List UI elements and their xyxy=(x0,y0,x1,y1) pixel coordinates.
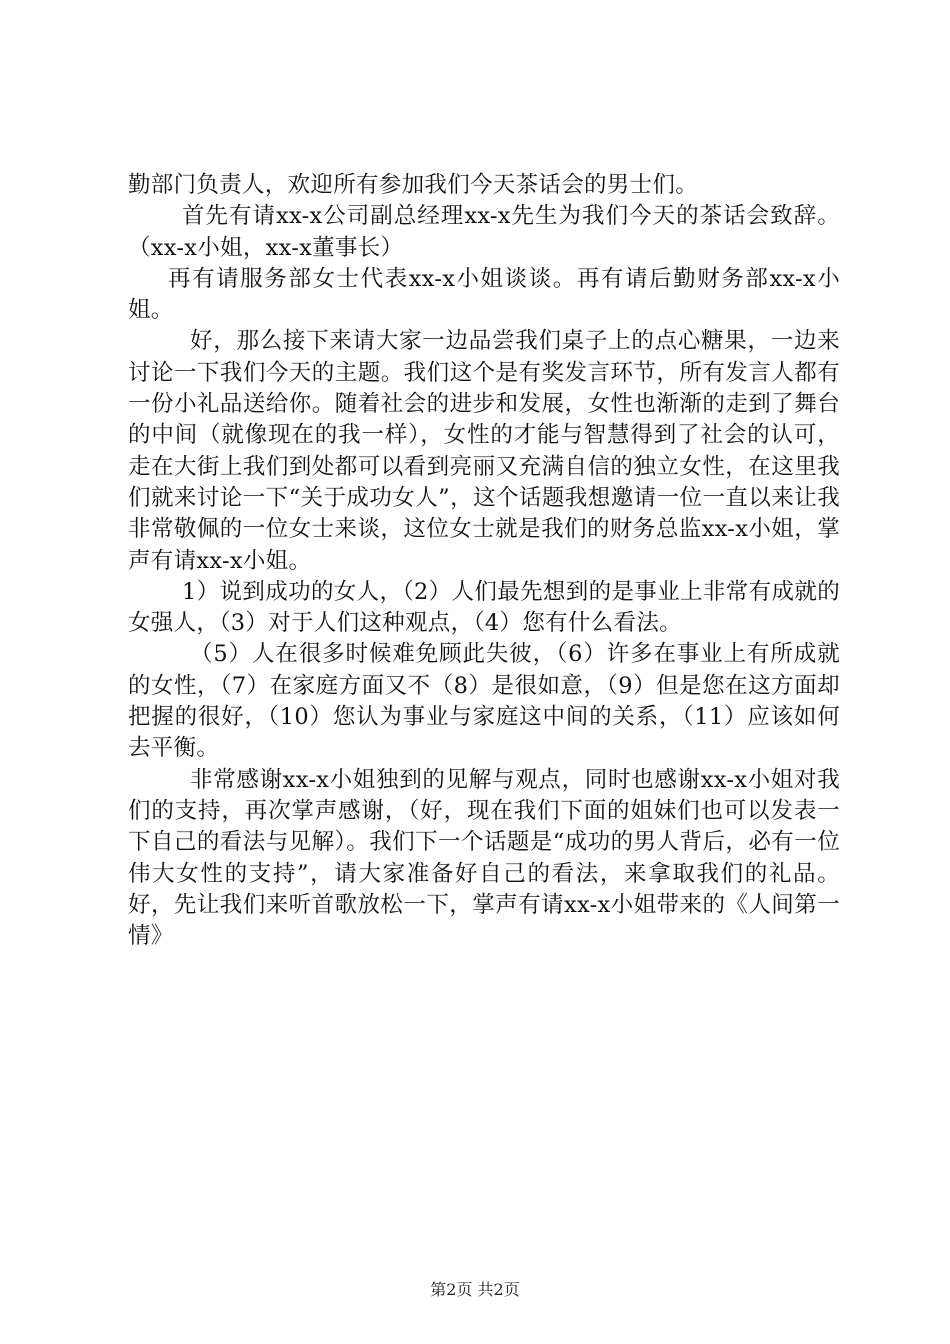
page-footer xyxy=(0,1280,950,1300)
paragraph-2: 首先有请xx-x公司副总经理xx-x先生为我们今天的茶话会致辞。（xx-x小姐，xx-x董事长） xyxy=(128,203,840,261)
paragraph-3: 再有请服务部女士代表xx-x小姐谈谈。再有请后勤财务部xx-x小姐。 xyxy=(128,265,840,324)
page-number: 第2页 共2页 xyxy=(430,1280,520,1299)
paragraph-7: 非常感谢xx-x小姐独到的见解与观点，同时也感谢xx-x小姐对我们的支持，再次掌声感谢，（好，现在我们下面的姐妹们也可以发表一下自己的看法与见解）。我们下一个话题是“成功的男人背后，必有一位伟大女性的支持”，请大家准备好自己的看法，来拿取我们的礼品。好，先让我们来听首歌放松一下，掌声有请xx-x小姐带来的《人间第一情》 xyxy=(128,766,840,950)
paragraph-4: 好，那么接下来请大家一边品尝我们桌子上的点心糖果，一边来讨论一下我们今天的主题。我们这个是有奖发言环节，所有发言人都有一份小礼品送给你。随着社会的进步和发展，女性也渐渐的走到了舞台的中间（就像现在的我一样），女性的才能与智慧得到了社会的认可，走在大街上我们到处都可以看到亮丽又充满自信的独立女性，在这里我们就来讨论一下“关于成功女人”，这个话题我想邀请一位一直以来让我非常敬佩的一位女士来谈，这位女士就是我们的财务总监xx-x小姐，掌声有请xx-x小姐。 xyxy=(128,328,840,574)
paragraph-6: （5）人在很多时候难免顾此失彼，（6）许多在事业上有所成就的女性，（7）在家庭方面又不（8）是很如意，（9）但是您在这方面却把握的很好，（10）您认为事业与家庭这中间的关系，（11）应该如何去平衡。 xyxy=(128,641,840,762)
paragraph-5: 1）说到成功的女人，（2）人们最先想到的是事业上非常有成就的女强人，（3）对于人们这种观点，（4）您有什么看法。 xyxy=(128,578,840,637)
document-body xyxy=(128,170,840,952)
paragraph-1: 勤部门负责人，欢迎所有参加我们今天茶话会的男士们。 xyxy=(128,172,699,198)
